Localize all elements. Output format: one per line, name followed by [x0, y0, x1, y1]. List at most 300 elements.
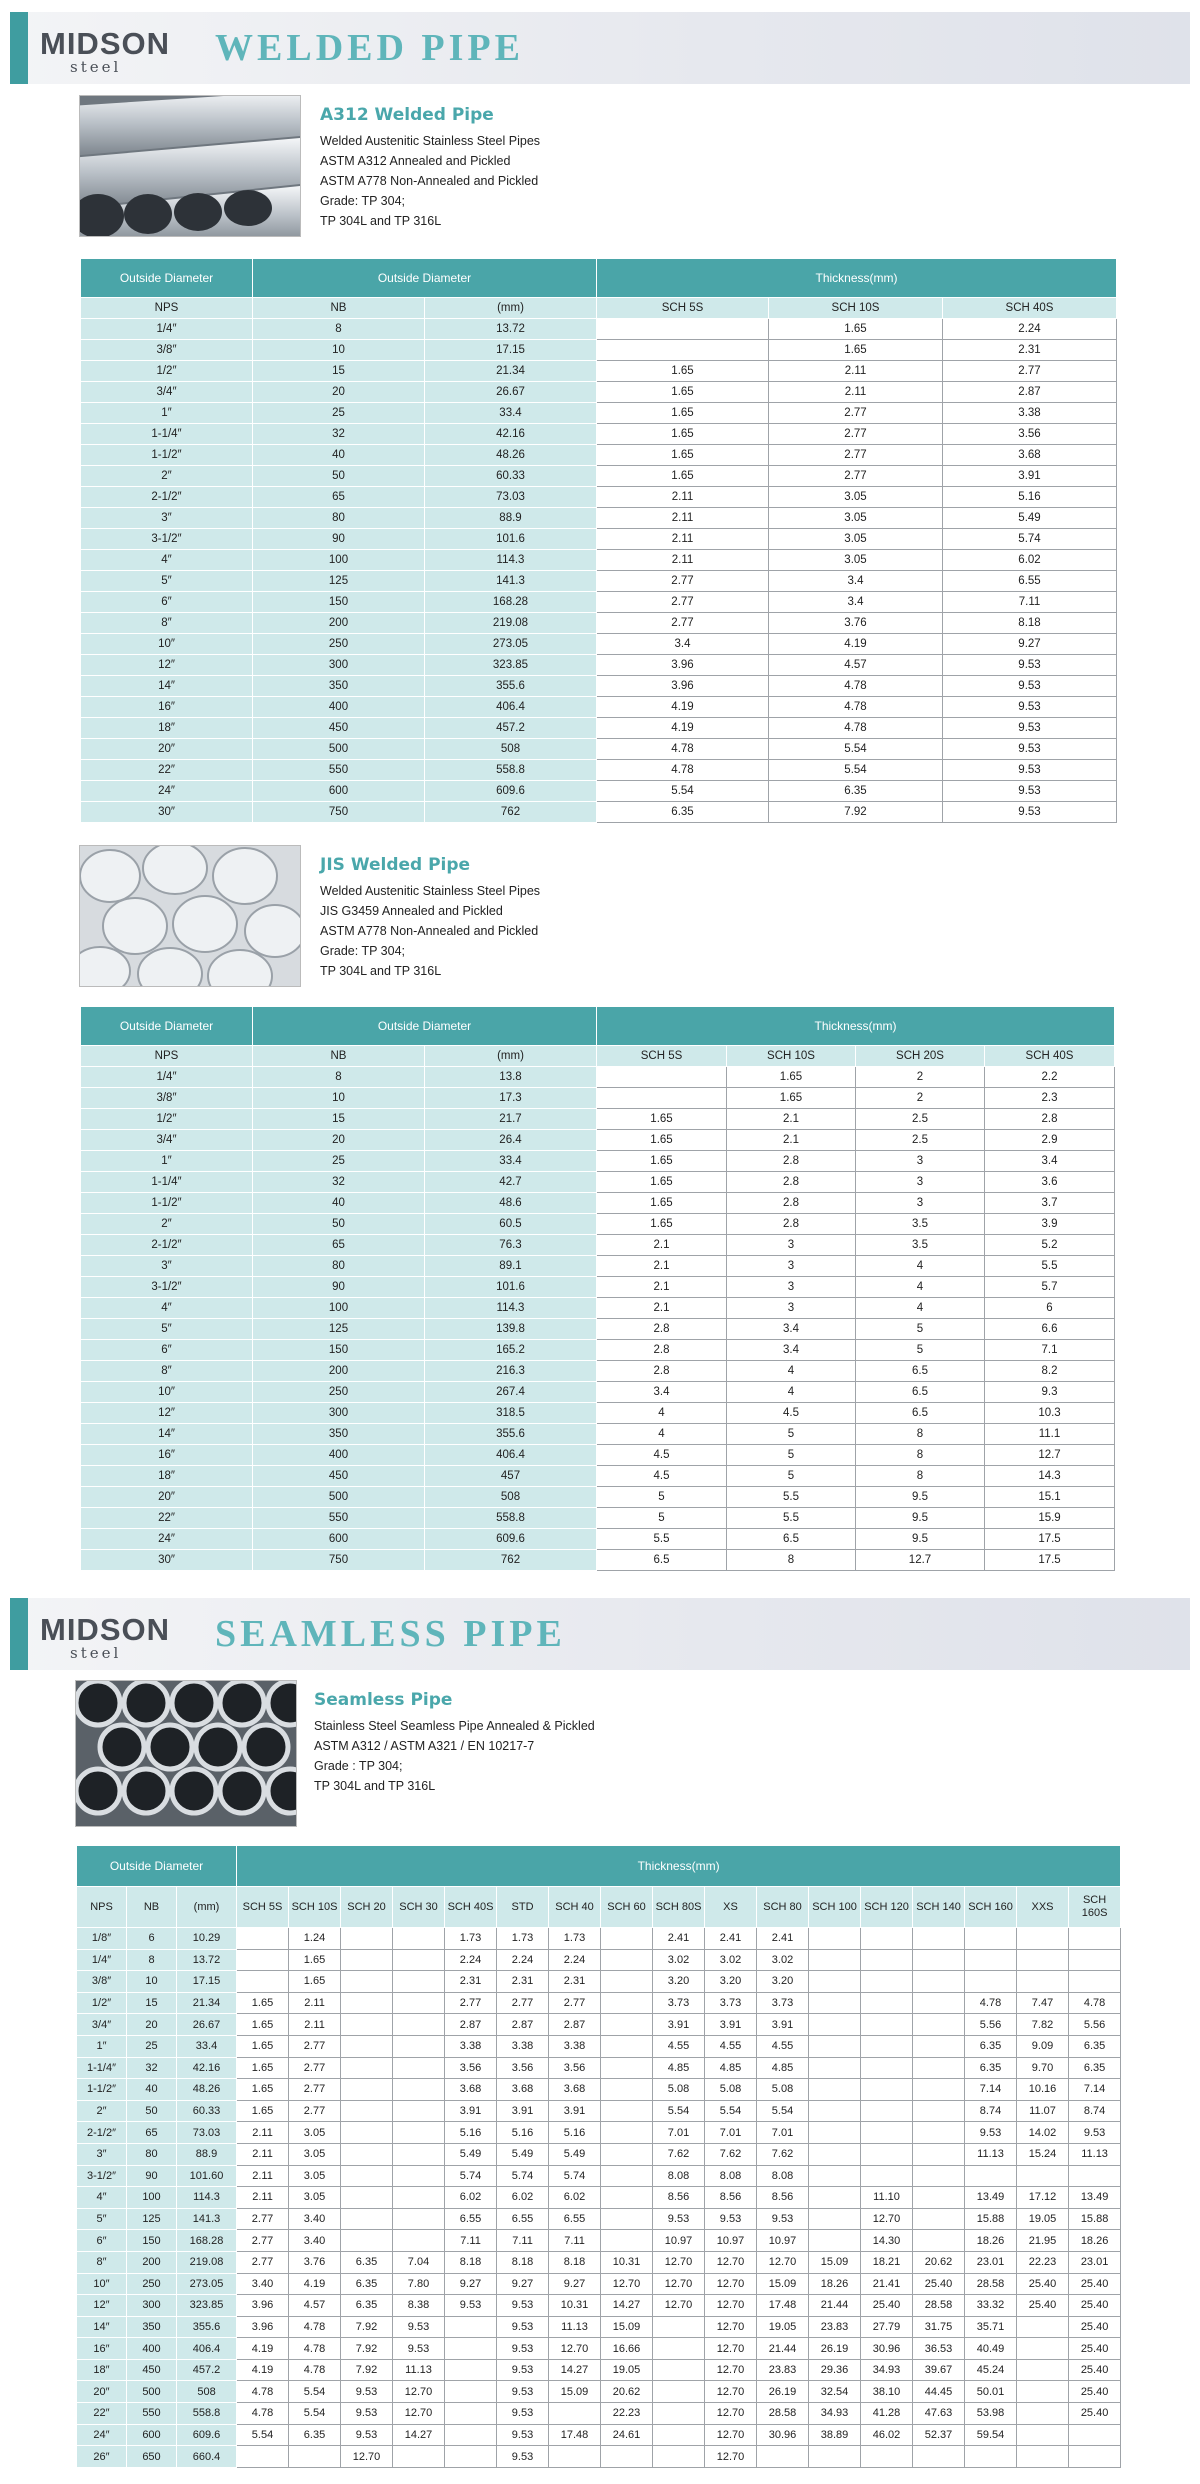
thickness-cell — [341, 2208, 393, 2230]
thickness-cell: 4 — [597, 1424, 727, 1445]
size-cell: 20 — [127, 2014, 177, 2036]
table-row — [81, 697, 1117, 718]
thickness-cell: 3.6 — [985, 1172, 1115, 1193]
thickness-cell: 21.41 — [861, 2273, 913, 2295]
size-cell: 200 — [253, 1361, 425, 1382]
size-cell: 80 — [253, 508, 425, 529]
thickness-cell — [445, 2359, 497, 2381]
thickness-cell: 5.54 — [769, 760, 943, 781]
size-cell: 32 — [253, 424, 425, 445]
thickness-cell: 4.78 — [289, 2338, 341, 2360]
size-cell: 355.6 — [425, 676, 597, 697]
table-row — [77, 2122, 1121, 2144]
thickness-cell: 6.5 — [856, 1382, 985, 1403]
thickness-cell: 7.11 — [445, 2230, 497, 2252]
column-header: SCH 30 — [393, 1887, 445, 1928]
thickness-cell: 12.70 — [653, 2295, 705, 2317]
thickness-cell — [601, 2143, 653, 2165]
thickness-cell: 15.88 — [965, 2208, 1017, 2230]
column-header: SCH 5S — [597, 1046, 727, 1067]
size-cell: 300 — [253, 1403, 425, 1424]
thickness-cell: 3.73 — [653, 1992, 705, 2014]
thickness-cell: 6.35 — [1069, 2035, 1121, 2057]
table-header-row — [77, 1846, 1121, 1887]
size-cell: 3″ — [81, 508, 253, 529]
size-cell: 1/4″ — [81, 319, 253, 340]
thickness-cell: 9.53 — [497, 2316, 549, 2338]
thickness-cell: 46.02 — [861, 2424, 913, 2446]
thickness-cell: 8.74 — [965, 2100, 1017, 2122]
thickness-cell: 9.53 — [497, 2403, 549, 2425]
size-cell: 1-1/4″ — [81, 1172, 253, 1193]
thickness-cell: 2.77 — [597, 571, 769, 592]
thickness-cell: 12.70 — [653, 2251, 705, 2273]
size-cell: 14″ — [81, 1424, 253, 1445]
table-row — [77, 2187, 1121, 2209]
thickness-cell: 17.48 — [757, 2295, 809, 2317]
thickness-cell — [809, 2014, 861, 2036]
thickness-cell: 4.78 — [237, 2381, 289, 2403]
thickness-cell: 2.77 — [769, 424, 943, 445]
size-cell: 16″ — [81, 697, 253, 718]
column-header: SCH 60 — [601, 1887, 653, 1928]
thickness-cell: 8.08 — [757, 2165, 809, 2187]
size-cell: 65 — [253, 487, 425, 508]
size-cell: 30″ — [81, 802, 253, 823]
thickness-cell: 25.40 — [1069, 2403, 1121, 2425]
thickness-cell: 3.96 — [597, 655, 769, 676]
thickness-cell: 25.40 — [1069, 2359, 1121, 2381]
size-cell: 18″ — [77, 2359, 127, 2381]
thickness-cell: 9.53 — [705, 2208, 757, 2230]
thickness-cell: 4 — [727, 1361, 856, 1382]
table-row — [81, 676, 1117, 697]
thickness-cell: 5.56 — [1069, 2014, 1121, 2036]
thickness-cell: 2.11 — [237, 2187, 289, 2209]
thickness-cell: 5.2 — [985, 1235, 1115, 1256]
thickness-cell — [549, 2403, 601, 2425]
thickness-cell: 5.5 — [597, 1529, 727, 1550]
thickness-cell: 1.73 — [445, 1928, 497, 1950]
size-cell: 33.4 — [425, 403, 597, 424]
size-cell: 8 — [253, 1067, 425, 1088]
thickness-cell: 9.53 — [497, 2295, 549, 2317]
size-cell: 1-1/4″ — [81, 424, 253, 445]
thickness-cell — [1017, 2316, 1069, 2338]
size-cell: 50 — [253, 1214, 425, 1235]
table-row — [81, 1067, 1115, 1088]
thickness-cell — [965, 1971, 1017, 1993]
thickness-cell — [861, 1992, 913, 2014]
size-cell: 5″ — [81, 571, 253, 592]
size-cell: 457 — [425, 1466, 597, 1487]
thickness-cell: 8 — [856, 1424, 985, 1445]
thickness-cell: 2.8 — [727, 1172, 856, 1193]
thickness-cell: 7.01 — [757, 2122, 809, 2144]
thickness-cell: 12.70 — [705, 2446, 757, 2468]
thickness-cell — [601, 2079, 653, 2101]
thickness-cell: 6.55 — [549, 2208, 601, 2230]
thickness-cell: 18.21 — [861, 2251, 913, 2273]
size-cell: 139.8 — [425, 1319, 597, 1340]
thickness-cell: 3.56 — [497, 2057, 549, 2079]
thickness-cell — [393, 2165, 445, 2187]
thickness-cell: 3.91 — [705, 2014, 757, 2036]
thickness-cell: 1.65 — [597, 1151, 727, 1172]
thickness-cell: 6.02 — [445, 2187, 497, 2209]
thickness-cell — [597, 340, 769, 361]
thickness-cell: 5.74 — [549, 2165, 601, 2187]
thickness-cell: 11.07 — [1017, 2100, 1069, 2122]
logo-wordmark: MIDSON — [40, 26, 170, 61]
thickness-cell: 5.74 — [445, 2165, 497, 2187]
size-cell: 650 — [127, 2446, 177, 2468]
size-cell: 80 — [127, 2143, 177, 2165]
thickness-cell: 52.37 — [913, 2424, 965, 2446]
thickness-cell: 3.9 — [985, 1214, 1115, 1235]
size-cell: 350 — [253, 676, 425, 697]
seamless-pipe-banner — [10, 1598, 1190, 1670]
thickness-cell: 2.87 — [549, 2014, 601, 2036]
size-cell: 1-1/2″ — [77, 2079, 127, 2101]
thickness-cell: 9.53 — [445, 2295, 497, 2317]
thickness-cell: 9.70 — [1017, 2057, 1069, 2079]
thickness-cell — [913, 2057, 965, 2079]
jis-spec-table — [80, 1006, 1115, 1571]
thickness-cell: 4.19 — [237, 2359, 289, 2381]
thickness-cell: 1.65 — [289, 1971, 341, 1993]
thickness-cell — [861, 2122, 913, 2144]
thickness-cell: 1.65 — [237, 1992, 289, 2014]
thickness-cell: 15.1 — [985, 1487, 1115, 1508]
thickness-cell: 2.77 — [445, 1992, 497, 2014]
thickness-cell: 3.76 — [769, 613, 943, 634]
thickness-cell: 3.02 — [653, 1949, 705, 1971]
table-row — [77, 1992, 1121, 2014]
thickness-cell: 9.5 — [856, 1487, 985, 1508]
thickness-cell — [913, 2122, 965, 2144]
size-cell: 273.05 — [177, 2273, 237, 2295]
column-header: NB — [253, 1046, 425, 1067]
thickness-cell — [809, 1992, 861, 2014]
size-cell: 42.16 — [177, 2057, 237, 2079]
thickness-cell — [861, 2035, 913, 2057]
thickness-cell: 4.85 — [653, 2057, 705, 2079]
size-cell: 609.6 — [177, 2424, 237, 2446]
thickness-cell: 4.78 — [965, 1992, 1017, 2014]
thickness-cell: 7.14 — [965, 2079, 1017, 2101]
size-cell: 13.72 — [177, 1949, 237, 1971]
thickness-cell: 9.27 — [943, 634, 1117, 655]
thickness-cell: 9.27 — [445, 2273, 497, 2295]
thickness-cell: 3 — [727, 1235, 856, 1256]
size-cell: 219.08 — [177, 2251, 237, 2273]
size-cell: 2-1/2″ — [81, 1235, 253, 1256]
thickness-cell: 6.35 — [341, 2273, 393, 2295]
size-cell: 457.2 — [177, 2359, 237, 2381]
thickness-cell — [601, 2122, 653, 2144]
thickness-cell: 9.53 — [943, 739, 1117, 760]
thickness-cell: 2.31 — [943, 340, 1117, 361]
thickness-cell — [965, 2446, 1017, 2468]
thickness-cell — [809, 2165, 861, 2187]
column-header: SCH 80 — [757, 1887, 809, 1928]
column-header: SCH 5S — [237, 1887, 289, 1928]
banner-accent-bar — [10, 1598, 28, 1670]
thickness-cell: 1.65 — [237, 2100, 289, 2122]
size-cell: 15 — [127, 1992, 177, 2014]
thickness-cell: 41.28 — [861, 2403, 913, 2425]
thickness-cell: 2.8 — [727, 1151, 856, 1172]
size-cell: 114.3 — [425, 550, 597, 571]
size-cell: 26″ — [77, 2446, 127, 2468]
thickness-cell: 5.5 — [985, 1256, 1115, 1277]
thickness-cell: 4 — [856, 1298, 985, 1319]
thickness-cell — [393, 2143, 445, 2165]
table-row — [77, 2079, 1121, 2101]
table-row — [81, 1235, 1115, 1256]
seamless-line: Grade : TP 304; — [314, 1759, 403, 1773]
thickness-cell: 5 — [597, 1487, 727, 1508]
size-cell: 24″ — [81, 781, 253, 802]
table-row — [81, 508, 1117, 529]
thickness-cell — [809, 2079, 861, 2101]
table-row — [81, 655, 1117, 676]
thickness-cell: 2 — [856, 1088, 985, 1109]
thickness-cell: 6.35 — [965, 2057, 1017, 2079]
thickness-cell: 2.8 — [727, 1193, 856, 1214]
thickness-cell: 14.3 — [985, 1466, 1115, 1487]
thickness-cell — [601, 1992, 653, 2014]
thickness-cell: 31.75 — [913, 2316, 965, 2338]
thickness-cell: 12.70 — [705, 2251, 757, 2273]
thickness-cell: 12.70 — [705, 2295, 757, 2317]
table-row — [77, 2100, 1121, 2122]
thickness-cell: 5.54 — [289, 2403, 341, 2425]
header-thickness: Thickness(mm) — [597, 1007, 1115, 1046]
thickness-cell: 16.66 — [601, 2338, 653, 2360]
table-column-row — [81, 298, 1117, 319]
thickness-cell — [393, 2187, 445, 2209]
a312-title: A312 Welded Pipe — [320, 105, 494, 125]
thickness-cell: 3.05 — [769, 487, 943, 508]
thickness-cell: 21.44 — [809, 2295, 861, 2317]
header-outside-diameter: Outside Diameter — [81, 1007, 253, 1046]
thickness-cell: 10.3 — [985, 1403, 1115, 1424]
thickness-cell: 3.4 — [597, 634, 769, 655]
section-title-seamless: SEAMLESS PIPE — [215, 1613, 566, 1655]
thickness-cell: 15.9 — [985, 1508, 1115, 1529]
size-cell: 90 — [253, 529, 425, 550]
thickness-cell: 3.5 — [856, 1235, 985, 1256]
thickness-cell — [393, 1928, 445, 1950]
thickness-cell: 12.70 — [393, 2381, 445, 2403]
size-cell: 2-1/2″ — [77, 2122, 127, 2144]
thickness-cell: 5.74 — [943, 529, 1117, 550]
table-row — [81, 802, 1117, 823]
thickness-cell: 5 — [727, 1424, 856, 1445]
thickness-cell — [597, 319, 769, 340]
thickness-cell — [861, 1928, 913, 1950]
size-cell: 101.6 — [425, 1277, 597, 1298]
thickness-cell: 5.16 — [445, 2122, 497, 2144]
thickness-cell: 9.5 — [856, 1508, 985, 1529]
thickness-cell: 2.77 — [597, 613, 769, 634]
thickness-cell: 1.65 — [597, 1109, 727, 1130]
size-cell: 762 — [425, 1550, 597, 1571]
size-cell: 318.5 — [425, 1403, 597, 1424]
thickness-cell — [913, 1928, 965, 1950]
table-row — [77, 2316, 1121, 2338]
size-cell: 1-1/4″ — [77, 2057, 127, 2079]
table-row — [81, 340, 1117, 361]
thickness-cell: 5 — [727, 1466, 856, 1487]
size-cell: 550 — [127, 2403, 177, 2425]
thickness-cell: 9.53 — [497, 2446, 549, 2468]
thickness-cell: 25.40 — [1069, 2295, 1121, 2317]
thickness-cell: 8.08 — [653, 2165, 705, 2187]
thickness-cell: 9.3 — [985, 1382, 1115, 1403]
thickness-cell: 30.96 — [861, 2338, 913, 2360]
thickness-cell: 8.08 — [705, 2165, 757, 2187]
thickness-cell: 2.11 — [237, 2165, 289, 2187]
thickness-cell: 2 — [856, 1067, 985, 1088]
table-row — [81, 1361, 1115, 1382]
thickness-cell: 6.35 — [769, 781, 943, 802]
thickness-cell — [965, 1949, 1017, 1971]
thickness-cell: 5.49 — [497, 2143, 549, 2165]
thickness-cell: 6.5 — [856, 1361, 985, 1382]
seamless-info — [314, 1690, 595, 1796]
thickness-cell: 5.08 — [705, 2079, 757, 2101]
thickness-cell — [809, 2230, 861, 2252]
thickness-cell: 15.88 — [1069, 2208, 1121, 2230]
thickness-cell: 3.38 — [497, 2035, 549, 2057]
size-cell: 14″ — [77, 2316, 127, 2338]
thickness-cell: 9.53 — [341, 2424, 393, 2446]
thickness-cell — [601, 2446, 653, 2468]
column-header: SCH 160 — [965, 1887, 1017, 1928]
table-row — [81, 445, 1117, 466]
thickness-cell: 25.40 — [1069, 2316, 1121, 2338]
thickness-cell: 2.24 — [943, 319, 1117, 340]
table-row — [81, 1088, 1115, 1109]
jis-title: JIS Welded Pipe — [320, 855, 471, 875]
thickness-cell — [913, 1949, 965, 1971]
thickness-cell: 23.83 — [809, 2316, 861, 2338]
thickness-cell: 3.73 — [757, 1992, 809, 2014]
size-cell: 100 — [127, 2187, 177, 2209]
table-header-row — [81, 259, 1117, 298]
size-cell: 406.4 — [425, 697, 597, 718]
thickness-cell: 10.16 — [1017, 2079, 1069, 2101]
size-cell: 1″ — [77, 2035, 127, 2057]
thickness-cell — [653, 2316, 705, 2338]
thickness-cell: 8.18 — [549, 2251, 601, 2273]
a312-line: ASTM A312 Annealed and Pickled — [320, 154, 511, 168]
size-cell: 42.16 — [425, 424, 597, 445]
thickness-cell — [341, 2187, 393, 2209]
thickness-cell: 9.53 — [943, 802, 1117, 823]
size-cell: 22″ — [77, 2403, 127, 2425]
table-row — [81, 592, 1117, 613]
thickness-cell: 5.08 — [757, 2079, 809, 2101]
size-cell: 10 — [253, 1088, 425, 1109]
thickness-cell: 2.77 — [549, 1992, 601, 2014]
size-cell: 15 — [253, 1109, 425, 1130]
size-cell: 17.15 — [177, 1971, 237, 1993]
thickness-cell — [237, 2446, 289, 2468]
size-cell: 350 — [253, 1424, 425, 1445]
table-row — [81, 760, 1117, 781]
thickness-cell: 8.18 — [445, 2251, 497, 2273]
thickness-cell — [445, 2446, 497, 2468]
thickness-cell — [1017, 1949, 1069, 1971]
size-cell: 13.72 — [425, 319, 597, 340]
thickness-cell: 2.77 — [289, 2057, 341, 2079]
size-cell: 33.4 — [425, 1151, 597, 1172]
column-header: SCH 10S — [727, 1046, 856, 1067]
size-cell: 3-1/2″ — [77, 2165, 127, 2187]
table-row — [81, 634, 1117, 655]
seamless-title: Seamless Pipe — [314, 1690, 453, 1710]
thickness-cell: 9.09 — [1017, 2035, 1069, 2057]
thickness-cell — [393, 2057, 445, 2079]
size-cell: 3″ — [81, 1256, 253, 1277]
size-cell: 4″ — [81, 550, 253, 571]
size-cell: 40 — [253, 1193, 425, 1214]
thickness-cell: 11.13 — [965, 2143, 1017, 2165]
thickness-cell — [861, 1971, 913, 1993]
thickness-cell: 3.7 — [985, 1193, 1115, 1214]
size-cell: 2″ — [81, 466, 253, 487]
thickness-cell — [393, 2446, 445, 2468]
thickness-cell: 2.11 — [769, 361, 943, 382]
column-header: SCH 5S — [597, 298, 769, 319]
thickness-cell: 27.79 — [861, 2316, 913, 2338]
a312-line: TP 304L and TP 316L — [320, 214, 442, 228]
size-cell: 1-1/2″ — [81, 1193, 253, 1214]
size-cell: 2″ — [77, 2100, 127, 2122]
thickness-cell: 4.78 — [237, 2403, 289, 2425]
thickness-cell: 10.31 — [601, 2251, 653, 2273]
thickness-cell: 4.85 — [757, 2057, 809, 2079]
thickness-cell: 3.05 — [289, 2143, 341, 2165]
thickness-cell: 32.54 — [809, 2381, 861, 2403]
thickness-cell: 1.65 — [237, 2079, 289, 2101]
thickness-cell: 3.4 — [769, 592, 943, 613]
seamless-line: TP 304L and TP 316L — [314, 1779, 436, 1793]
thickness-cell: 12.7 — [985, 1445, 1115, 1466]
section-title-welded: WELDED PIPE — [215, 27, 524, 69]
thickness-cell — [341, 2079, 393, 2101]
thickness-cell — [1069, 1971, 1121, 1993]
size-cell: 558.8 — [425, 1508, 597, 1529]
size-cell: 660.4 — [177, 2446, 237, 2468]
thickness-cell — [341, 1949, 393, 1971]
size-cell: 100 — [253, 550, 425, 571]
thickness-cell — [913, 1971, 965, 1993]
thickness-cell — [861, 2165, 913, 2187]
size-cell: 13.8 — [425, 1067, 597, 1088]
thickness-cell: 25.40 — [1017, 2295, 1069, 2317]
thickness-cell: 9.53 — [965, 2122, 1017, 2144]
thickness-cell: 9.53 — [653, 2208, 705, 2230]
thickness-cell — [809, 2143, 861, 2165]
thickness-cell: 2.8 — [597, 1361, 727, 1382]
table-row — [77, 2359, 1121, 2381]
size-cell: 50 — [127, 2100, 177, 2122]
